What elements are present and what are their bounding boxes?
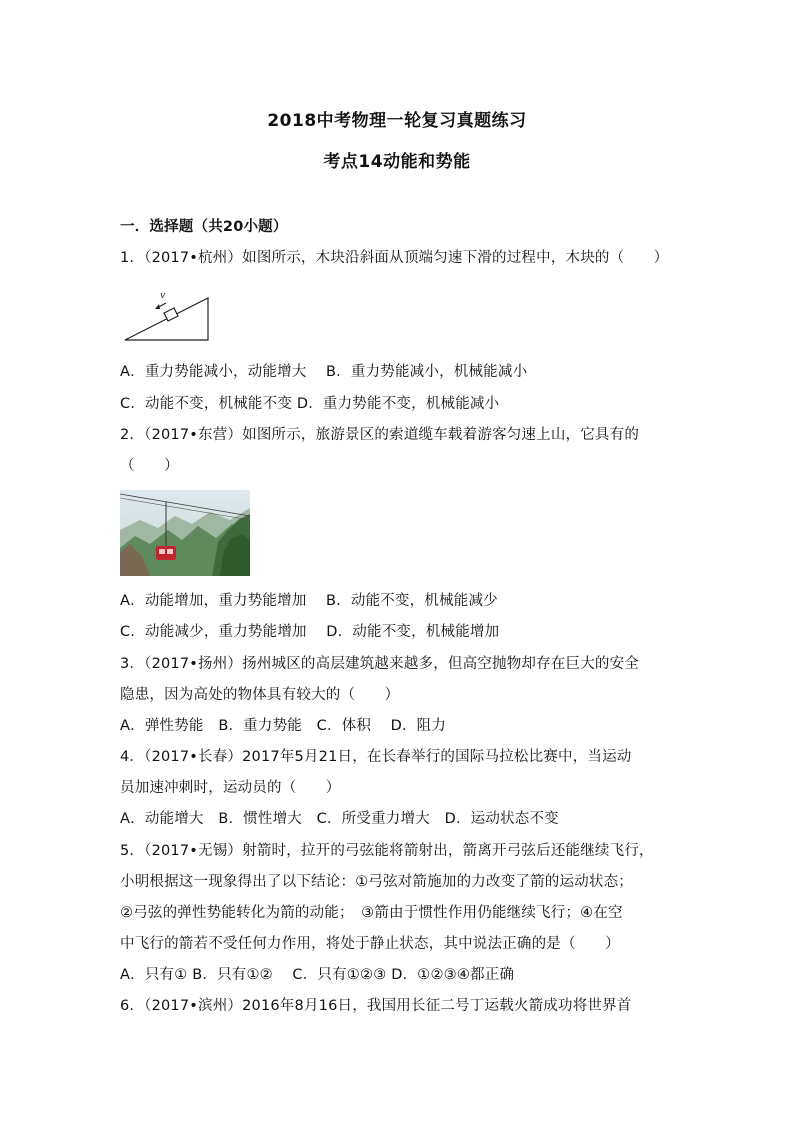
question-5-stem-line-2: 小明根据这一现象得出了以下结论：①弓弦对箭施加的力改变了箭的运动状态； — [120, 874, 633, 890]
question-3-stem-line-2: 隐患，因为高处的物体具有较大的（ ） — [120, 687, 400, 703]
question-5-stem-line-3: ②弓弦的弹性势能转化为箭的动能； ③箭由于惯性作用仍能继续飞行；④在空 — [120, 905, 623, 921]
question-2-stem-line-1: 2．（2017•东营）如图所示，旅游景区的索道缆车载着游客匀速上山，它具有的 — [120, 427, 640, 443]
question-4-stem-line-2: 员加速冲刺时，运动员的（ ） — [120, 780, 341, 796]
question-6-stem-line-1: 6．（2017•滨州）2016年8月16日，我国用长征二号丁运载火箭成功将世界首 — [120, 998, 632, 1014]
question-1-stem: 1．（2017•杭州）如图所示，木块沿斜面从顶端匀速下滑的过程中，木块的（ ） — [120, 250, 669, 266]
document-title: 2018中考物理一轮复习真题练习 — [267, 111, 527, 131]
question-4-options: A．动能增大 B．惯性增大 C．所受重力增大 D．运动状态不变 — [120, 811, 559, 827]
question-1-option-row-1: A．重力势能减小，动能增大 B．重力势能减小，机械能减小 — [120, 364, 528, 380]
question-2-option-row-2: C．动能减少，重力势能增加 D．动能不变，机械能增加 — [120, 624, 500, 640]
question-5-stem-line-4: 中飞行的箭若不受任何力作用，将处于静止状态，其中说法正确的是（ ） — [120, 936, 620, 952]
question-4-stem-line-1: 4．（2017•长春）2017年5月21日，在长春举行的国际马拉松比赛中，当运动 — [120, 749, 632, 765]
incline-figure — [120, 284, 214, 344]
document-subtitle: 考点14动能和势能 — [323, 152, 471, 172]
section-heading: 一．选择题（共20小题） — [120, 219, 288, 235]
question-2-option-row-1: A．动能增加，重力势能增加 B．动能不变，机械能减少 — [120, 593, 498, 609]
question-3-options: A．弹性势能 B．重力势能 C．体积 D．阻力 — [120, 718, 447, 734]
question-2-stem-line-2: （ ） — [120, 458, 179, 474]
question-1-option-row-2: C．动能不变，机械能不变 D．重力势能不变，机械能减小 — [120, 396, 500, 412]
question-3-stem-line-1: 3．（2017•扬州）扬州城区的高层建筑越来越多，但高空抛物却存在巨大的安全 — [120, 656, 640, 672]
velocity-label: v — [160, 291, 166, 301]
question-5-stem-line-1: 5．（2017•无锡）射箭时，拉开的弓弦能将箭射出，箭离开弓弦后还能继续飞行， — [120, 843, 654, 859]
question-5-options: A．只有① B．只有①② C．只有①②③ D．①②③④都正确 — [120, 967, 515, 983]
cable-car-photo — [120, 490, 250, 576]
